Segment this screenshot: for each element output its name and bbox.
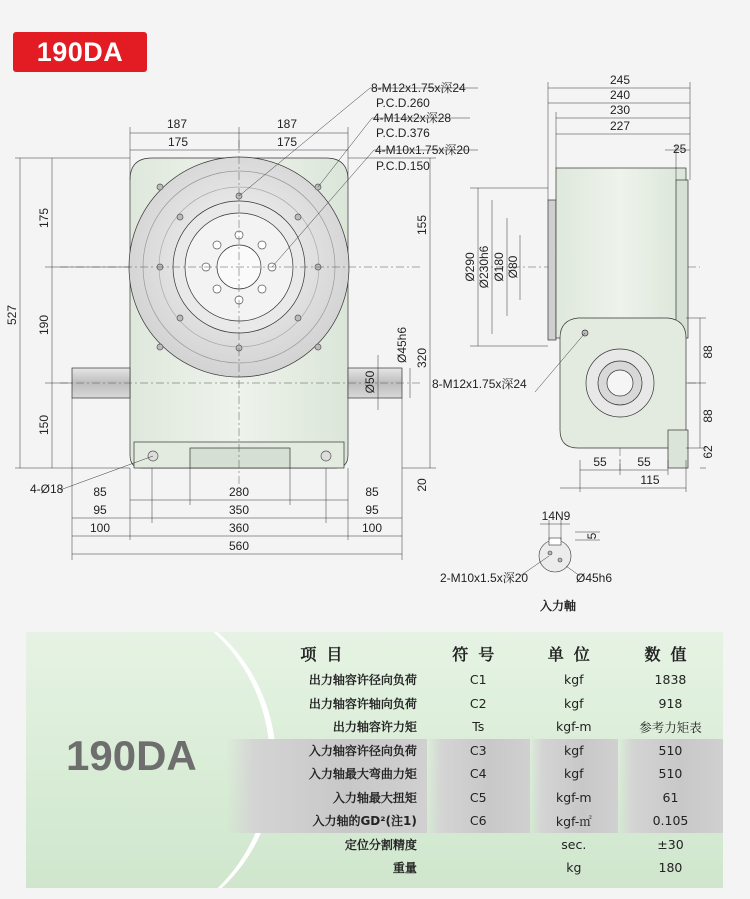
hole-label: 4-Ø18 (30, 482, 64, 496)
row-value: 参考力矩表 (639, 719, 702, 735)
row-unit: kgf-㎡ (530, 809, 618, 833)
row-unit: kgf (530, 762, 618, 786)
dim-150: 150 (37, 414, 51, 436)
row-unit: kgf-m (556, 719, 592, 735)
row-value: 1838 (654, 672, 687, 688)
row-value: 510 (618, 739, 723, 763)
dim-20: 20 (415, 478, 429, 492)
row-name: 出力轴容许径向负荷 (308, 673, 417, 688)
dim-115: 115 (640, 473, 660, 487)
row-symbol: C2 (469, 695, 487, 711)
row-symbol: C4 (427, 762, 530, 786)
row-value: 61 (618, 786, 723, 810)
dim-top-175-left: 175 (167, 135, 189, 149)
header-item: 项目 (300, 644, 353, 664)
row-unit: kgf (530, 739, 618, 763)
dim-85-left: 85 (93, 485, 107, 499)
input-shaft-view (539, 538, 571, 572)
row-value: 510 (618, 762, 723, 786)
row-value: ±30 (657, 836, 684, 852)
dim-190: 190 (37, 314, 51, 336)
side-view-body (548, 168, 688, 468)
row-name: 重量 (392, 861, 417, 876)
dim-290: Ø290 (463, 252, 477, 282)
dim-25: 25 (673, 142, 687, 156)
table-row (226, 786, 723, 810)
callout-pcd376: P.C.D.376 (376, 126, 430, 140)
depth-label: 5 (585, 532, 599, 540)
side-thread-callout: 8-M12x1.75x深24 (432, 377, 527, 391)
key-label: 14N9 (541, 509, 571, 523)
dim-55-right: 55 (637, 455, 651, 469)
dim-100-right: 100 (361, 521, 383, 535)
dim-320: 320 (415, 347, 429, 369)
row-symbol (427, 833, 530, 857)
shaft-thread-label: 2-M10x1.5x深20 (440, 571, 529, 585)
dim-155: 155 (415, 214, 429, 236)
row-name: 出力轴容许轴向负荷 (308, 696, 417, 711)
dim-360: 360 (228, 521, 250, 535)
table-row (226, 809, 723, 833)
row-value: 180 (658, 860, 683, 876)
dim-230h6: Ø230h6 (477, 245, 491, 289)
row-name: 入力轴最大弯曲力矩 (226, 762, 427, 786)
dim-top-187-right: 187 (276, 117, 298, 131)
callout-pcd260: P.C.D.260 (376, 96, 430, 110)
front-view-body (72, 157, 402, 468)
row-symbol: Ts (472, 719, 485, 735)
callout-8-m12: 8-M12x1.75x深24 (371, 81, 466, 95)
row-name: 出力轴容许力矩 (332, 720, 417, 735)
dim-350: 350 (228, 503, 250, 517)
dim-280: 280 (228, 485, 250, 499)
row-symbol: C1 (469, 672, 487, 688)
dim-62: 62 (701, 445, 715, 459)
dim-527: 527 (5, 304, 19, 326)
table-row (226, 715, 723, 739)
callout-4-m10: 4-M10x1.75x深20 (375, 143, 470, 157)
table-row (226, 856, 723, 880)
row-unit: kgf (564, 695, 584, 711)
dim-top-187-left: 187 (166, 117, 188, 131)
row-symbol: C6 (427, 809, 530, 833)
dim-50: Ø50 (363, 370, 377, 394)
dim-80: Ø80 (506, 255, 520, 279)
table-model-label: 190DA (66, 732, 197, 779)
callout-4-m14: 4-M14x2x深28 (373, 111, 452, 125)
dim-top-175-right: 175 (276, 135, 298, 149)
dim-shaft-45h6: Ø45h6 (395, 326, 409, 364)
row-symbol (427, 856, 530, 880)
row-unit: kg (566, 860, 582, 876)
dim-240: 240 (609, 88, 631, 102)
header-symbol: 符号 (452, 644, 505, 664)
row-name: 入力轴最大扭矩 (226, 786, 427, 810)
dim-245: 245 (609, 73, 631, 87)
dim-100-left: 100 (89, 521, 111, 535)
dim-230: 230 (609, 103, 631, 117)
table-row (226, 762, 723, 786)
row-unit: kgf-m (530, 786, 618, 810)
dim-55-left: 55 (593, 455, 607, 469)
table-row (226, 668, 723, 692)
spec-table (226, 638, 723, 880)
dim-95-right: 95 (365, 503, 379, 517)
dim-88-top: 88 (701, 345, 715, 359)
dim-85-right: 85 (365, 485, 379, 499)
shaft-diameter-label: Ø45h6 (576, 571, 613, 585)
dim-95-left: 95 (93, 503, 107, 517)
table-row (226, 739, 723, 763)
row-symbol: C5 (427, 786, 530, 810)
row-name: 入力轴容许径向负荷 (226, 739, 427, 763)
row-unit: kgf (564, 672, 584, 688)
row-unit: sec. (561, 836, 587, 852)
dim-227: 227 (609, 119, 631, 133)
header-value: 数值 (644, 644, 697, 664)
row-name: 入力轴的GD²(注1) (226, 809, 427, 833)
header-unit: 单位 (547, 644, 600, 664)
model-badge: 190DA (13, 32, 147, 72)
table-row (226, 833, 723, 857)
row-value: 918 (658, 695, 683, 711)
row-name: 定位分割精度 (344, 837, 417, 852)
input-shaft-caption: 入力軸 (539, 599, 577, 613)
table-row (226, 692, 723, 716)
table-header-row (226, 638, 723, 668)
row-value: 0.105 (618, 809, 723, 833)
spec-table-panel (26, 632, 723, 888)
dim-180: Ø180 (492, 252, 506, 282)
callout-pcd150: P.C.D.150 (376, 159, 430, 173)
dim-88-bottom: 88 (701, 409, 715, 423)
dim-560: 560 (228, 539, 250, 553)
dim-175-left: 175 (37, 207, 51, 229)
row-symbol: C3 (427, 739, 530, 763)
